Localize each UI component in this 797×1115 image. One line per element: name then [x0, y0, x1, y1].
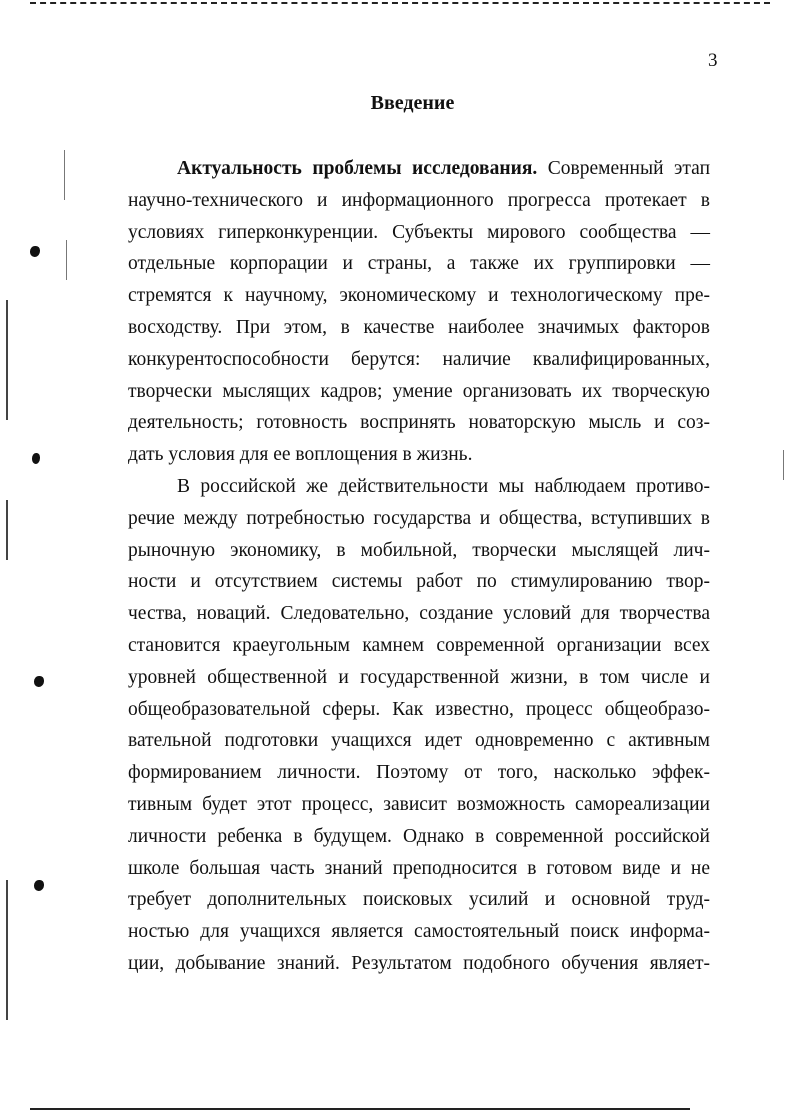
scan-edge-mark	[6, 880, 8, 1020]
text-line: творчески мыслящих кадров; умение организовать их творческую	[128, 380, 710, 402]
scan-border-top	[30, 2, 770, 4]
text-line: становится краеугольным камнем современной организации всех	[128, 634, 710, 656]
scan-edge-mark	[6, 500, 8, 560]
text-line: требует дополнительных поисковых усилий и основной труд-	[128, 889, 710, 911]
section-heading: Введение	[370, 92, 455, 114]
scan-edge-mark	[6, 300, 8, 420]
text-line: конкурентоспособности берутся: наличие квалифицированных,	[128, 348, 710, 370]
text-line: условиях гиперконкуренции. Субъекты мирового сообщества —	[128, 221, 710, 243]
page-number: 3	[708, 50, 718, 71]
text-line: В российской же действительности мы наблюдаем противо-	[177, 475, 710, 497]
text-line: уровней общественной и государственной жизни, в том числе и	[128, 666, 710, 688]
paragraph-lead: Актуальность проблемы исследования.	[177, 158, 538, 179]
binding-hole-mark	[30, 246, 40, 257]
text-line: Актуальность проблемы исследования. Современный этап	[177, 158, 710, 179]
text-line: дать условия для ее воплощения в жизнь.	[128, 444, 473, 466]
text-line: чества, новаций. Следовательно, создание условий для творчества	[128, 603, 710, 625]
scan-speck	[66, 240, 67, 280]
text-line: личности ребенка в будущем. Однако в современной российской	[128, 825, 710, 847]
text-line: общеобразовательной сферы. Как известно, процесс общеобразо-	[128, 698, 710, 720]
binding-hole-mark	[32, 453, 40, 464]
text-line: деятельность; готовность воспринять новаторскую мысль и соз-	[128, 412, 710, 434]
text-line: тивным будет этот процесс, зависит возможность самореализации	[128, 793, 710, 815]
text-line: стремятся к научному, экономическому и технологическому пре-	[128, 285, 710, 307]
text-line: речие между потребностью государства и общества, вступивших в	[128, 507, 710, 529]
text-line: ности и отсутствием системы работ по стимулированию твор-	[128, 571, 710, 593]
text-line: ции, добывание знаний. Результатом подобного обучения являет-	[128, 952, 710, 974]
scan-speck	[64, 150, 65, 200]
body-text	[128, 153, 710, 980]
text-line: рыночную экономику, в мобильной, творчески мыслящей лич-	[128, 539, 710, 561]
text-line: восходству. При этом, в качестве наиболее значимых факторов	[128, 316, 710, 338]
scan-speck	[783, 450, 784, 480]
text-line: отдельные корпорации и страны, а также их группировки —	[128, 253, 710, 275]
text-line: школе большая часть знаний преподносится в готовом виде и не	[128, 857, 710, 879]
binding-hole-mark	[34, 676, 44, 687]
text-line: формированием личности. Поэтому от того, насколько эффек-	[128, 762, 710, 784]
text-line: научно-технического и информационного прогресса протекает в	[128, 189, 710, 211]
scan-border-bottom	[30, 1108, 690, 1110]
text-line: ностью для учащихся является самостоятельный поиск информа-	[128, 921, 710, 943]
binding-hole-mark	[34, 880, 44, 891]
text-line: вательной подготовки учащихся идет одновременно с активным	[128, 730, 710, 752]
